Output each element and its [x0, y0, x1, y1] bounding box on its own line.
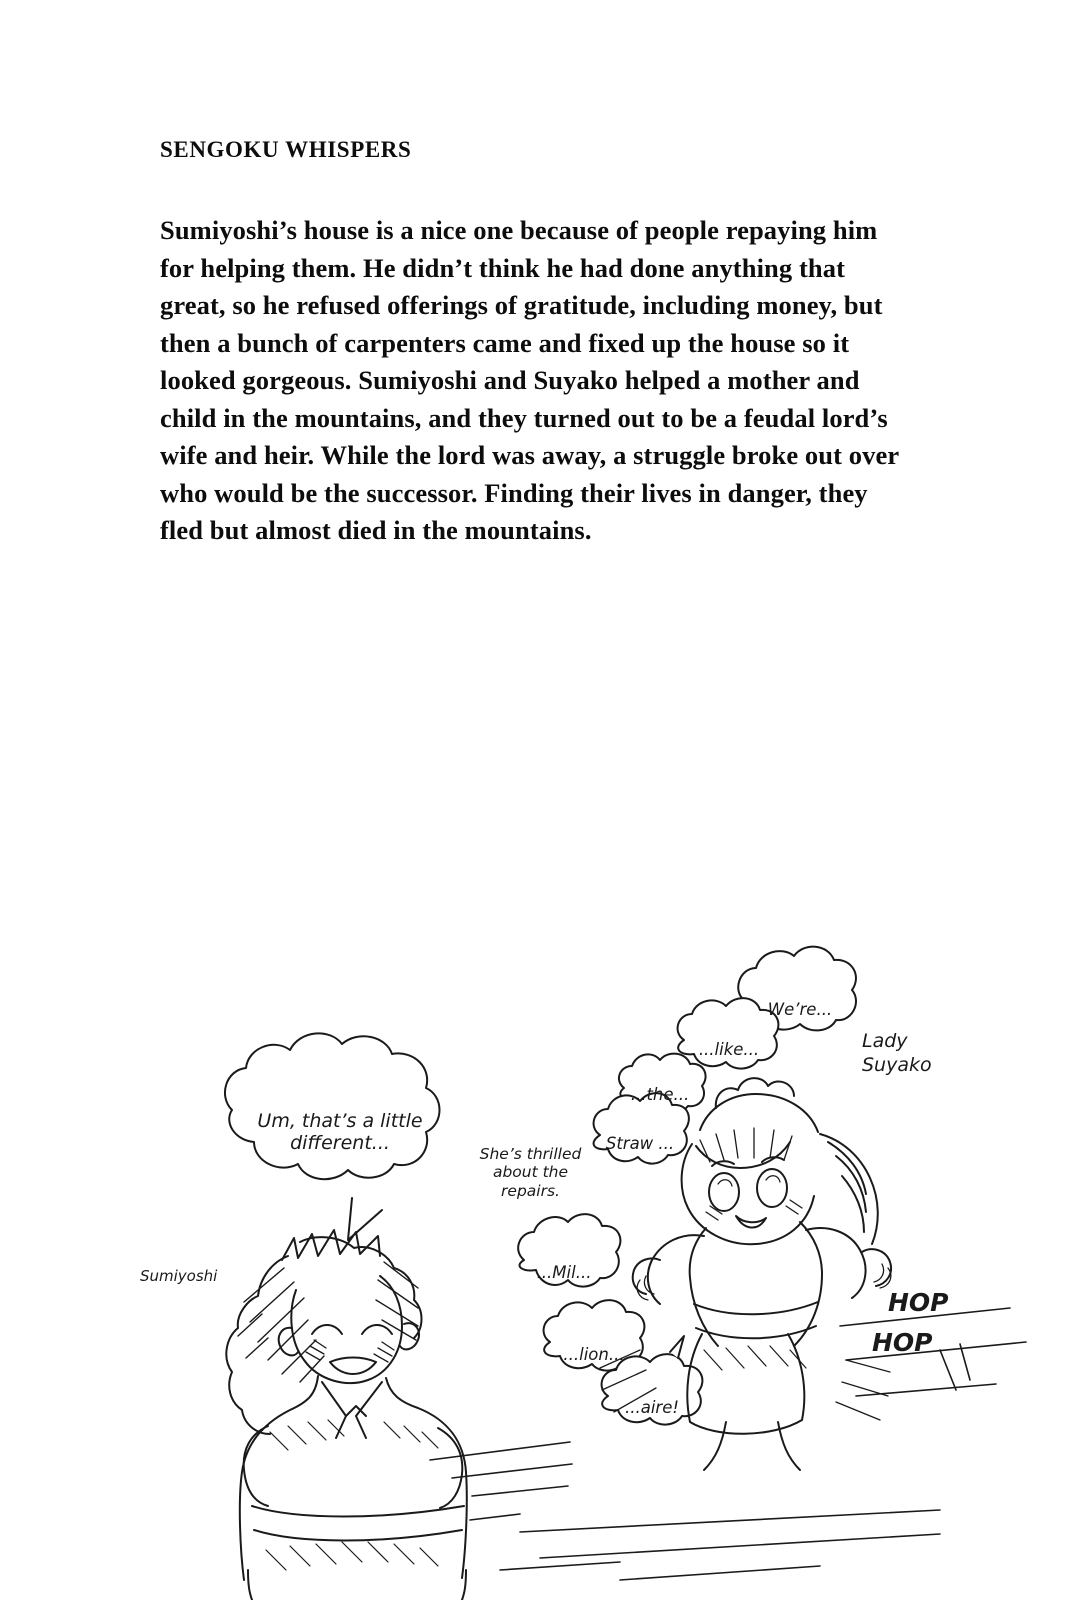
speech-text-were: We’re... [767, 1000, 833, 1019]
speech-text-the: ...the... [630, 1085, 690, 1104]
body-paragraph: Sumiyoshi’s house is a nice one because of people repaying him for helping them. He didn’t think he had done anything that great, so he refused offerings of gratitude, including money, but then a bunch of carpenters came and fixed up the house so it looked gorgeous. Sumiyoshi and Suyako helped a mother and child in the mountains, and they turned out to be a feudal lord’s wife and heir. While the lord was away, a struggle broke out over who would be the successor. Finding their lives in danger, they fled but almost died in the mountains. [160, 215, 899, 545]
character-label-sumiyoshi: Sumiyoshi [140, 1267, 218, 1285]
speech-text-straw: Straw ... [605, 1134, 675, 1153]
sfx-hop-second: HOP [872, 1328, 933, 1357]
caption-thrilled-note: She’s thrilled about the repairs. [479, 1145, 582, 1200]
illustration-panel [0, 930, 1067, 1600]
sfx-hop-first: HOP [888, 1288, 949, 1317]
speech-text-lion: ...lion... [563, 1345, 625, 1364]
speech-text-like: ...like... [698, 1040, 760, 1059]
speech-text-sumiyoshi: Um, that’s a little different... [257, 1110, 423, 1155]
character-label-suyako: Lady Suyako [862, 1030, 932, 1076]
character-sumiyoshi [226, 1230, 466, 1600]
speech-text-mil: ...Mil... [536, 1263, 592, 1282]
page-title: SENGOKU WHISPERS [160, 137, 412, 162]
speech-text-aire: ...aire! [625, 1398, 679, 1417]
